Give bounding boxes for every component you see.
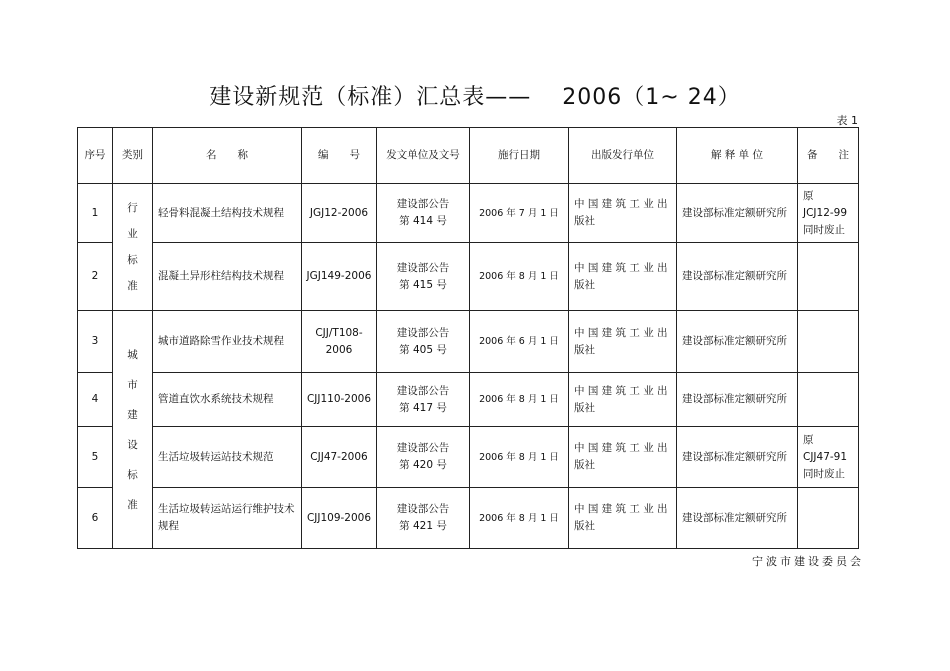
cell-issuer (377, 427, 470, 488)
issue-number: 第 414 号 (399, 215, 447, 227)
issue-number: 第 405 号 (399, 343, 447, 356)
cell-seq: 3 (78, 311, 113, 373)
cell-seq: 2 (78, 243, 113, 311)
cell-date: 2006 年 8 月 1 日 (470, 488, 569, 549)
cell-code: CJJ47-2006 (302, 427, 377, 488)
category-label: 行业标准 (127, 202, 138, 292)
cell-issuer (377, 311, 470, 373)
header-category: 类别 (113, 128, 153, 184)
issue-number: 第 420 号 (399, 459, 447, 471)
cell-seq: 4 (78, 373, 113, 427)
cell-name: 管道直饮水系统技术规程 (153, 373, 302, 427)
table-row (78, 184, 859, 243)
issue-number: 第 421 号 (399, 520, 447, 532)
table-row (78, 311, 859, 373)
cell-seq: 1 (78, 184, 113, 243)
page-title: 建设新规范（标准）汇总表—— 2006（1~ 24） (209, 85, 741, 110)
table-row (78, 243, 859, 311)
header-interpreter: 解 释 单 位 (677, 128, 798, 184)
cell-note: 原 JCJ12-99 同时废止 (798, 184, 859, 243)
table-row (78, 373, 859, 427)
issuer-text: 建设部公告 (396, 384, 450, 397)
cell-category (113, 184, 153, 311)
cell-date: 2006 年 7 月 1 日 (470, 184, 569, 243)
cell-code: CJJ/T108-2006 (302, 311, 377, 373)
cell-seq: 5 (78, 427, 113, 488)
cell-name: 生活垃圾转运站技术规范 (153, 427, 302, 488)
cell-publisher: 中 国 建 筑 工 业 出 版社 (569, 243, 677, 311)
header-note: 备 注 (798, 128, 859, 184)
cell-code: JGJ149-2006 (302, 243, 377, 311)
cell-note (798, 373, 859, 427)
cell-date: 2006 年 6 月 1 日 (470, 311, 569, 373)
header-code: 编 号 (302, 128, 377, 184)
cell-interpreter: 建设部标准定额研究所 (677, 243, 798, 311)
cell-issuer (377, 373, 470, 427)
issuer-text: 建设部公告 (396, 261, 450, 274)
cell-interpreter: 建设部标准定额研究所 (677, 488, 798, 549)
cell-interpreter: 建设部标准定额研究所 (677, 184, 798, 243)
cell-interpreter: 建设部标准定额研究所 (677, 311, 798, 373)
cell-publisher: 中 国 建 筑 工 业 出 版社 (569, 311, 677, 373)
cell-publisher: 中 国 建 筑 工 业 出 版社 (569, 427, 677, 488)
cell-date: 2006 年 8 月 1 日 (470, 373, 569, 427)
cell-name: 城市道路除雪作业技术规程 (153, 311, 302, 373)
table-row (78, 488, 859, 549)
cell-publisher: 中 国 建 筑 工 业 出 版社 (569, 488, 677, 549)
cell-interpreter: 建设部标准定额研究所 (677, 373, 798, 427)
issuer-text: 建设部公告 (396, 198, 450, 210)
header-name: 名 称 (153, 128, 302, 184)
header-date: 施行日期 (470, 128, 569, 184)
header-publisher: 出版发行单位 (569, 128, 677, 184)
cell-category (113, 311, 153, 549)
cell-date: 2006 年 8 月 1 日 (470, 243, 569, 311)
issuer-text: 建设部公告 (396, 503, 450, 515)
cell-issuer (377, 243, 470, 311)
header-issuer: 发文单位及文号 (377, 128, 470, 184)
cell-issuer (377, 184, 470, 243)
cell-note (798, 243, 859, 311)
cell-seq: 6 (78, 488, 113, 549)
issuer-text: 建设部公告 (396, 326, 450, 339)
cell-name: 轻骨料混凝土结构技术规程 (153, 184, 302, 243)
cell-date: 2006 年 8 月 1 日 (470, 427, 569, 488)
header-seq: 序号 (78, 128, 113, 184)
issue-number: 第 417 号 (399, 401, 447, 414)
category-label: 城市建设标准 (127, 348, 138, 511)
issue-number: 第 415 号 (399, 278, 447, 291)
cell-code: CJJ109-2006 (302, 488, 377, 549)
issuing-organization: 宁波市建设委员会 (752, 555, 864, 568)
table-row (78, 427, 859, 488)
cell-note (798, 311, 859, 373)
header-row (78, 128, 859, 184)
cell-issuer (377, 488, 470, 549)
cell-publisher: 中 国 建 筑 工 业 出 版社 (569, 184, 677, 243)
cell-code: JGJ12-2006 (302, 184, 377, 243)
cell-name: 混凝土异形柱结构技术规程 (153, 243, 302, 311)
cell-note: 原 CJJ47-91 同时废止 (798, 427, 859, 488)
cell-note (798, 488, 859, 549)
cell-interpreter: 建设部标准定额研究所 (677, 427, 798, 488)
cell-code: CJJ110-2006 (302, 373, 377, 427)
cell-name: 生活垃圾转运站运行维护技术规程 (153, 488, 302, 549)
standards-table (77, 127, 859, 549)
issuer-text: 建设部公告 (396, 442, 450, 454)
table-number: 表 1 (836, 114, 858, 127)
cell-publisher: 中 国 建 筑 工 业 出 版社 (569, 373, 677, 427)
